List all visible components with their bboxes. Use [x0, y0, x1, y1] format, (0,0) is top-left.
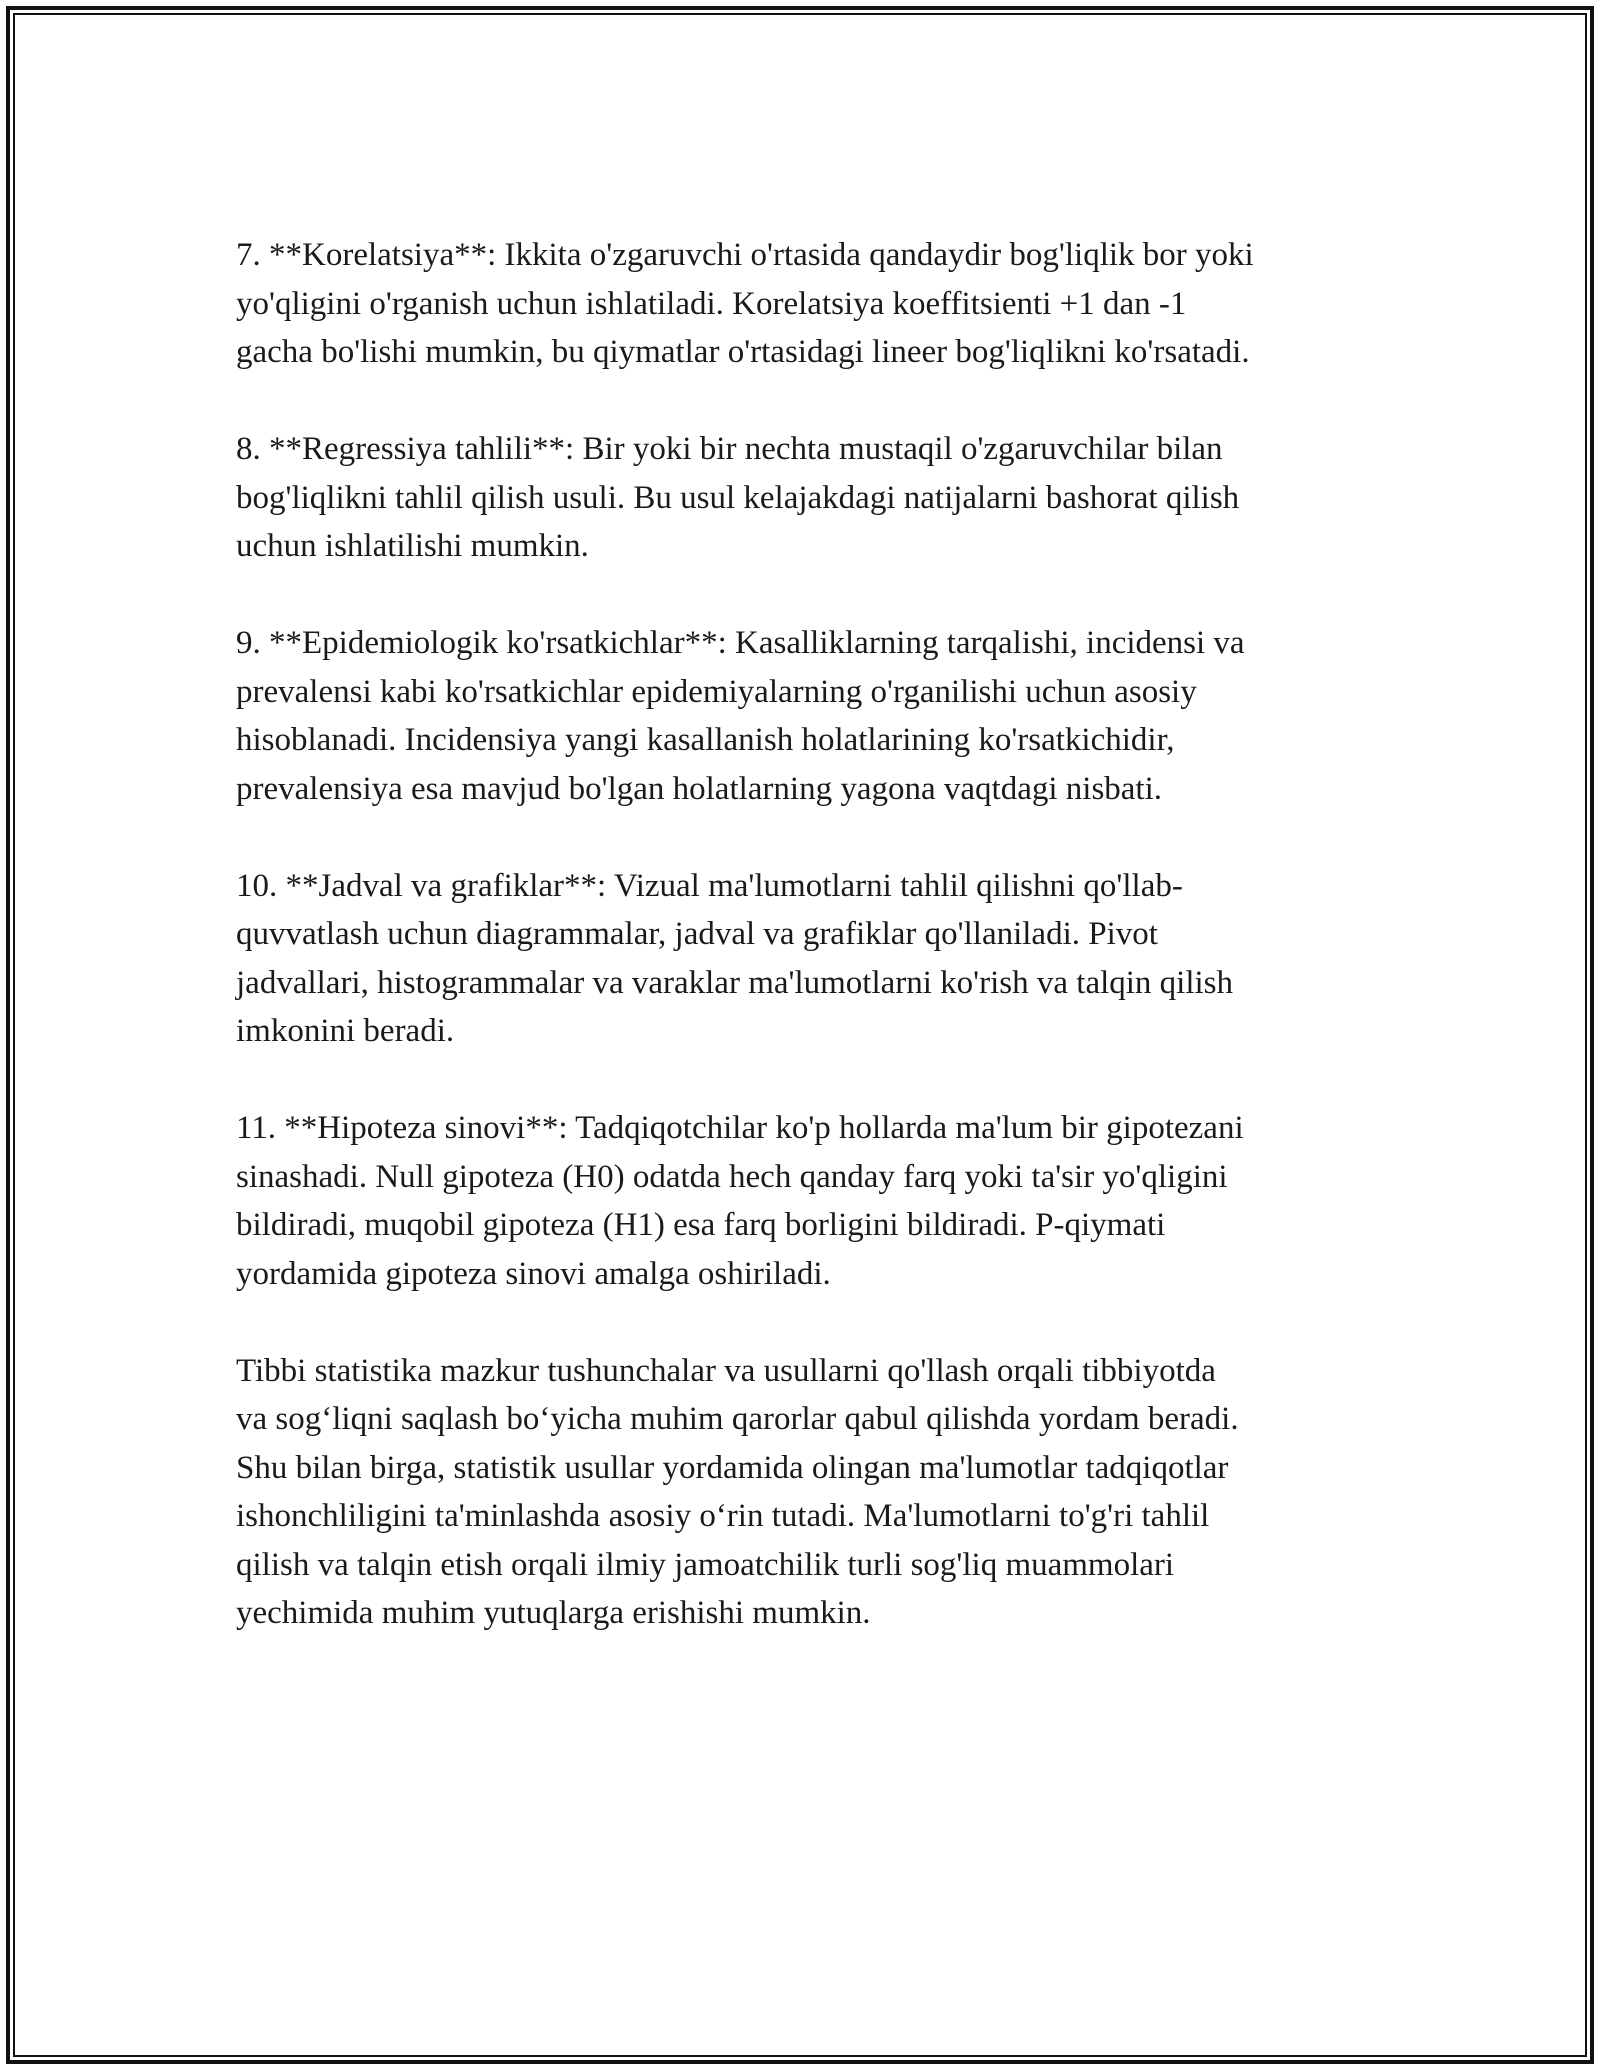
paragraph-epidemiologik: 9. **Epidemiologik ko'rsatkichlar**: Kasalliklarning tarqalishi, incidensi va prevalensi kabi ko'rsatkichlar epidemiyalarning o'rganilishi uchun asosiy hisoblanadi. Incidensiya yangi kasallanish holatlarining ko'rsatkichidir, prevalensiya esa mavjud bo'lgan holatlarning yagona vaqtdagi nisbati. — [236, 625, 1245, 807]
paragraph-jadval: 10. **Jadval va grafiklar**: Vizual ma'lumotlarni tahlil qilishni qo'llab- quvvatlash uchun diagrammalar, jadval va grafiklar qo'llaniladi. Pivot jadvallari, histogrammalar va varaklar ma'lumotlarni ko'rish va talqin qilish imkonini beradi. — [236, 867, 1234, 1049]
paragraph-korelatsiya: 7. **Korelatsiya**: Ikkita o'zgaruvchi o'rtasida qandaydir bog'liqlik bor yoki yo'qligini o'rganish uchun ishlatiladi. Korelatsiya koeffitsienti +1 dan -1 gacha bo'lishi mumkin, bu qiymatlar o'rtasidagi lineer bog'liqlikni ko'rsatadi. — [236, 237, 1254, 370]
paragraph-regressiya: 8. **Regressiya tahlili**: Bir yoki bir nechta mustaqil o'zgaruvchilar bilan bog'liqlikni tahlil qilish usuli. Bu usul kelajakdagi natijalarni bashorat qilish uchun ishlatilishi mumkin. — [236, 431, 1240, 564]
paragraph-conclusion: Tibbi statistika mazkur tushunchalar va usullarni qo'llash orqali tibbiyotda va sog‘liqni saqlash bo‘yicha muhim qarorlar qabul qilishda yordam beradi. Shu bilan birga, statistik usullar yordamida olingan ma'lumotlar tadqiqotlar ishonchliligini ta'minlashda asosiy o‘rin tutadi. Ma'lumotlarni to'g'ri tahlil qilish va talqin etish orqali ilmiy jamoatchilik turli sog'liq muammolari yechimida muhim yutuqlarga erishishi mumkin. — [236, 1352, 1239, 1631]
document-body — [236, 231, 1396, 1686]
paragraph-hipoteza: 11. **Hipoteza sinovi**: Tadqiqotchilar ko'p hollarda ma'lum bir gipotezani sinashadi. Null gipoteza (H0) odatda hech qanday farq yoki ta'sir yo'qligini bildiradi, muqobil gipoteza (H1) esa farq borligini bildiradi. P-qiymati yordamida gipoteza sinovi amalga oshiriladi. — [236, 1110, 1244, 1292]
